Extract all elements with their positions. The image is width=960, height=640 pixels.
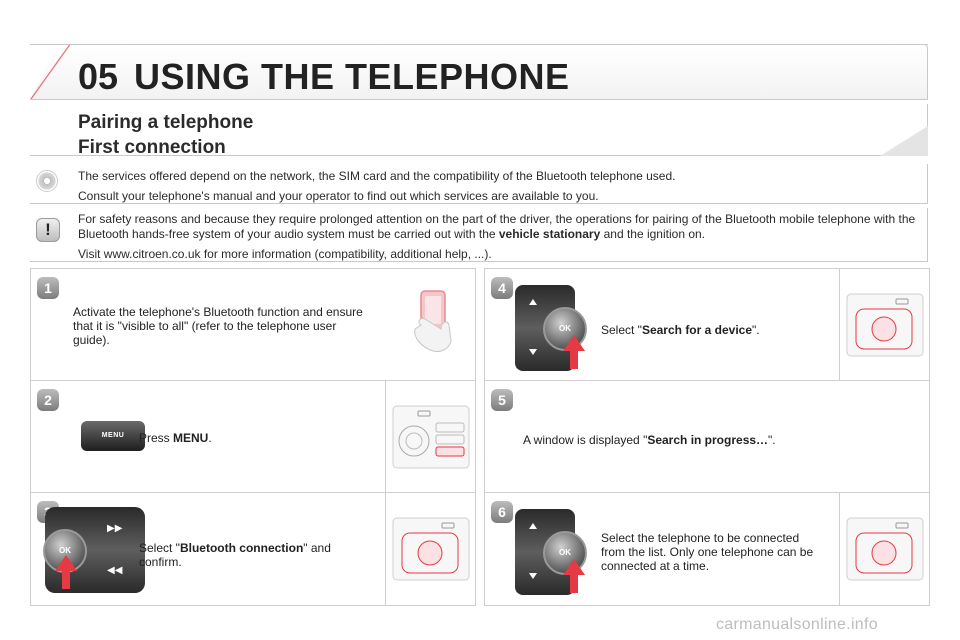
step-5-text-b: ". <box>768 433 776 447</box>
section-title-main: Pairing a telephone <box>78 112 254 133</box>
warning-line-1 <box>78 212 917 242</box>
step-1 <box>31 269 475 381</box>
step-6-text: Select the telephone to be connected from the list. Only one telephone can be connected at a time. <box>601 531 814 573</box>
press-arrow-icon <box>55 555 77 571</box>
steps-column-left <box>30 268 476 606</box>
press-arrow-icon <box>563 335 585 351</box>
arrow-up-icon <box>529 523 537 529</box>
warning-text-b: and the ignition on. <box>600 227 706 241</box>
step-5-text <box>523 433 843 447</box>
step-3-text-a: Select " <box>139 541 180 555</box>
info-note <box>30 164 928 204</box>
audio-panel-graphic <box>846 517 924 581</box>
arrow-up-icon <box>529 299 537 305</box>
step-4-text <box>601 323 821 337</box>
step-4-panel-thumb <box>839 269 929 380</box>
audio-panel-graphic <box>846 293 924 357</box>
audio-panel-graphic <box>392 517 470 581</box>
step-4-text-a: Select " <box>601 323 642 337</box>
press-arrow-stem <box>62 571 70 589</box>
press-arrow-icon <box>563 559 585 575</box>
press-arrow-stem <box>570 575 578 593</box>
step-2 <box>31 381 475 493</box>
chapter-title: USING THE TELEPHONE <box>134 56 570 97</box>
ok-knob[interactable]: OK <box>543 307 587 351</box>
step-3-panel-thumb <box>385 493 475 605</box>
step-5-text-a: A window is displayed " <box>523 433 648 447</box>
warning-text-bold: vehicle stationary <box>498 227 601 241</box>
info-line-1: The services offered depend on the network, the SIM card and the compatibility of the Bluetooth telephone used. <box>78 169 676 183</box>
rewind-icon: ◀◀ <box>107 565 123 576</box>
step-1-text: Activate the telephone's Bluetooth function and ensure that it is "visible to all" (refer to the telephone user guide). <box>73 305 363 347</box>
sun-icon <box>36 170 58 192</box>
step-number-6: 6 <box>491 501 513 523</box>
exclamation-icon: ! <box>36 218 60 242</box>
step-number-2: 2 <box>37 389 59 411</box>
ok-knob[interactable]: OK <box>543 531 587 575</box>
step-number-5: 5 <box>491 389 513 411</box>
step-3-text-bold: Bluetooth connection <box>179 541 304 555</box>
arrow-down-icon <box>529 349 537 355</box>
step-6 <box>485 493 929 605</box>
steps-column-right <box>484 268 930 606</box>
step-6-panel-thumb <box>839 493 929 605</box>
warning-note <box>30 208 928 262</box>
step-number-1: 1 <box>37 277 59 299</box>
section-fold <box>880 126 928 156</box>
step-2-text-a: Press <box>139 431 174 445</box>
step-3-text-b: " and confirm. <box>139 541 331 569</box>
chapter-number: 05 <box>78 56 119 97</box>
step-5-text-bold: Search in progress… <box>647 433 769 447</box>
step-2-text-bold: MENU <box>173 431 209 445</box>
step-2-text <box>139 431 319 445</box>
step-5 <box>485 381 929 493</box>
watermark: carmanualsonline.info <box>716 616 878 633</box>
info-line-2: Consult your telephone's manual and your operator to find out which services are available to you. <box>78 189 599 203</box>
step-4-text-bold: Search for a device <box>641 323 753 337</box>
press-arrow-stem <box>570 351 578 369</box>
warning-line-2: Visit www.citroen.co.uk for more information (compatibility, additional help, ...). <box>78 247 492 261</box>
step-4 <box>485 269 929 381</box>
warning-text-a: For safety reasons and because they require prolonged attention on the part of the driver, the operations for pairing of the Bluetooth mobile telephone with the Bluetooth hands-free system of your audio system must be carried out with the <box>78 212 916 241</box>
audio-panel-graphic <box>392 405 470 469</box>
menu-button[interactable]: MENU <box>81 421 145 451</box>
ok-knob[interactable]: OK <box>43 529 87 573</box>
section-title <box>78 110 253 160</box>
step-2-panel-thumb <box>385 381 475 492</box>
step-4-text-b: ". <box>752 323 760 337</box>
arrow-down-icon <box>529 573 537 579</box>
step-3 <box>31 493 475 605</box>
phone-in-hand-icon <box>411 289 455 359</box>
step-2-text-b: . <box>208 431 212 445</box>
section-title-sub: First connection <box>78 137 226 158</box>
fast-forward-icon: ▶▶ <box>107 523 123 534</box>
step-number-4: 4 <box>491 277 513 299</box>
step-3-text <box>139 541 359 569</box>
